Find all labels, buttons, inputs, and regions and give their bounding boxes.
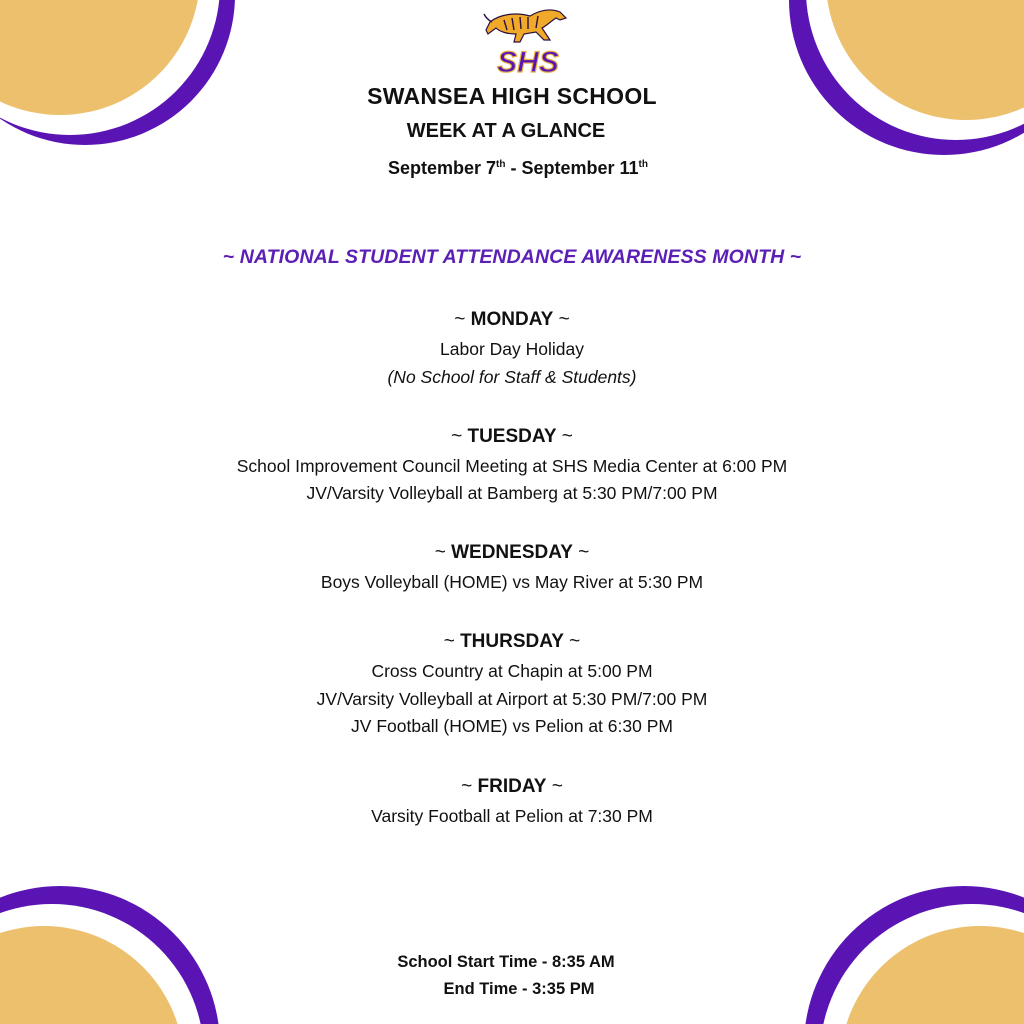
day-name: WEDNESDAY xyxy=(451,542,573,563)
day-name: MONDAY xyxy=(470,309,554,330)
event-line: JV/Varsity Volleyball at Bamberg at 5:30 PM/7:00 PM xyxy=(306,483,718,503)
school-start-time: School Start Time - 8:35 AM xyxy=(397,953,615,971)
event-line: Labor Day Holiday xyxy=(440,339,584,359)
day-heading-thursday: ~ THURSDAY ~ xyxy=(443,631,581,652)
event-line: School Improvement Council Meeting at SHS Media Center at 6:00 PM xyxy=(236,456,788,476)
date-end: - September 11 xyxy=(505,158,639,178)
day-heading-tuesday: ~ TUESDAY ~ xyxy=(451,426,573,447)
event-line: JV Football (HOME) vs Pelion at 6:30 PM xyxy=(351,716,673,736)
date-range xyxy=(6,158,1024,179)
day-heading-wednesday: ~ WEDNESDAY ~ xyxy=(434,542,590,563)
page-subtitle: WEEK AT A GLANCE xyxy=(406,120,606,142)
date-end-suffix: th xyxy=(638,159,648,170)
event-line: JV/Varsity Volleyball at Airport at 5:30 PM/7:00 PM xyxy=(316,689,708,709)
school-name: SWANSEA HIGH SCHOOL xyxy=(367,83,657,109)
date-start-suffix: th xyxy=(496,159,506,170)
day-name: THURSDAY xyxy=(460,631,564,652)
tiger-icon xyxy=(484,10,566,42)
day-name: FRIDAY xyxy=(477,776,547,797)
day-name: TUESDAY xyxy=(467,426,557,447)
logo-text: SHS xyxy=(497,46,559,78)
date-start: September 7 xyxy=(387,158,497,178)
event-line: Cross Country at Chapin at 5:00 PM xyxy=(371,661,653,681)
awareness-banner: ~ NATIONAL STUDENT ATTENDANCE AWARENESS MONTH ~ xyxy=(222,246,802,268)
day-heading-monday: ~ MONDAY ~ xyxy=(454,309,570,330)
school-logo xyxy=(480,4,576,78)
event-line: Boys Volleyball (HOME) vs May River at 5:30 PM xyxy=(320,572,704,592)
event-line: (No School for Staff & Students) xyxy=(387,367,637,387)
event-line: Varsity Football at Pelion at 7:30 PM xyxy=(371,806,653,826)
school-end-time: End Time - 3:35 PM xyxy=(443,980,595,998)
day-heading-friday: ~ FRIDAY ~ xyxy=(461,776,563,797)
